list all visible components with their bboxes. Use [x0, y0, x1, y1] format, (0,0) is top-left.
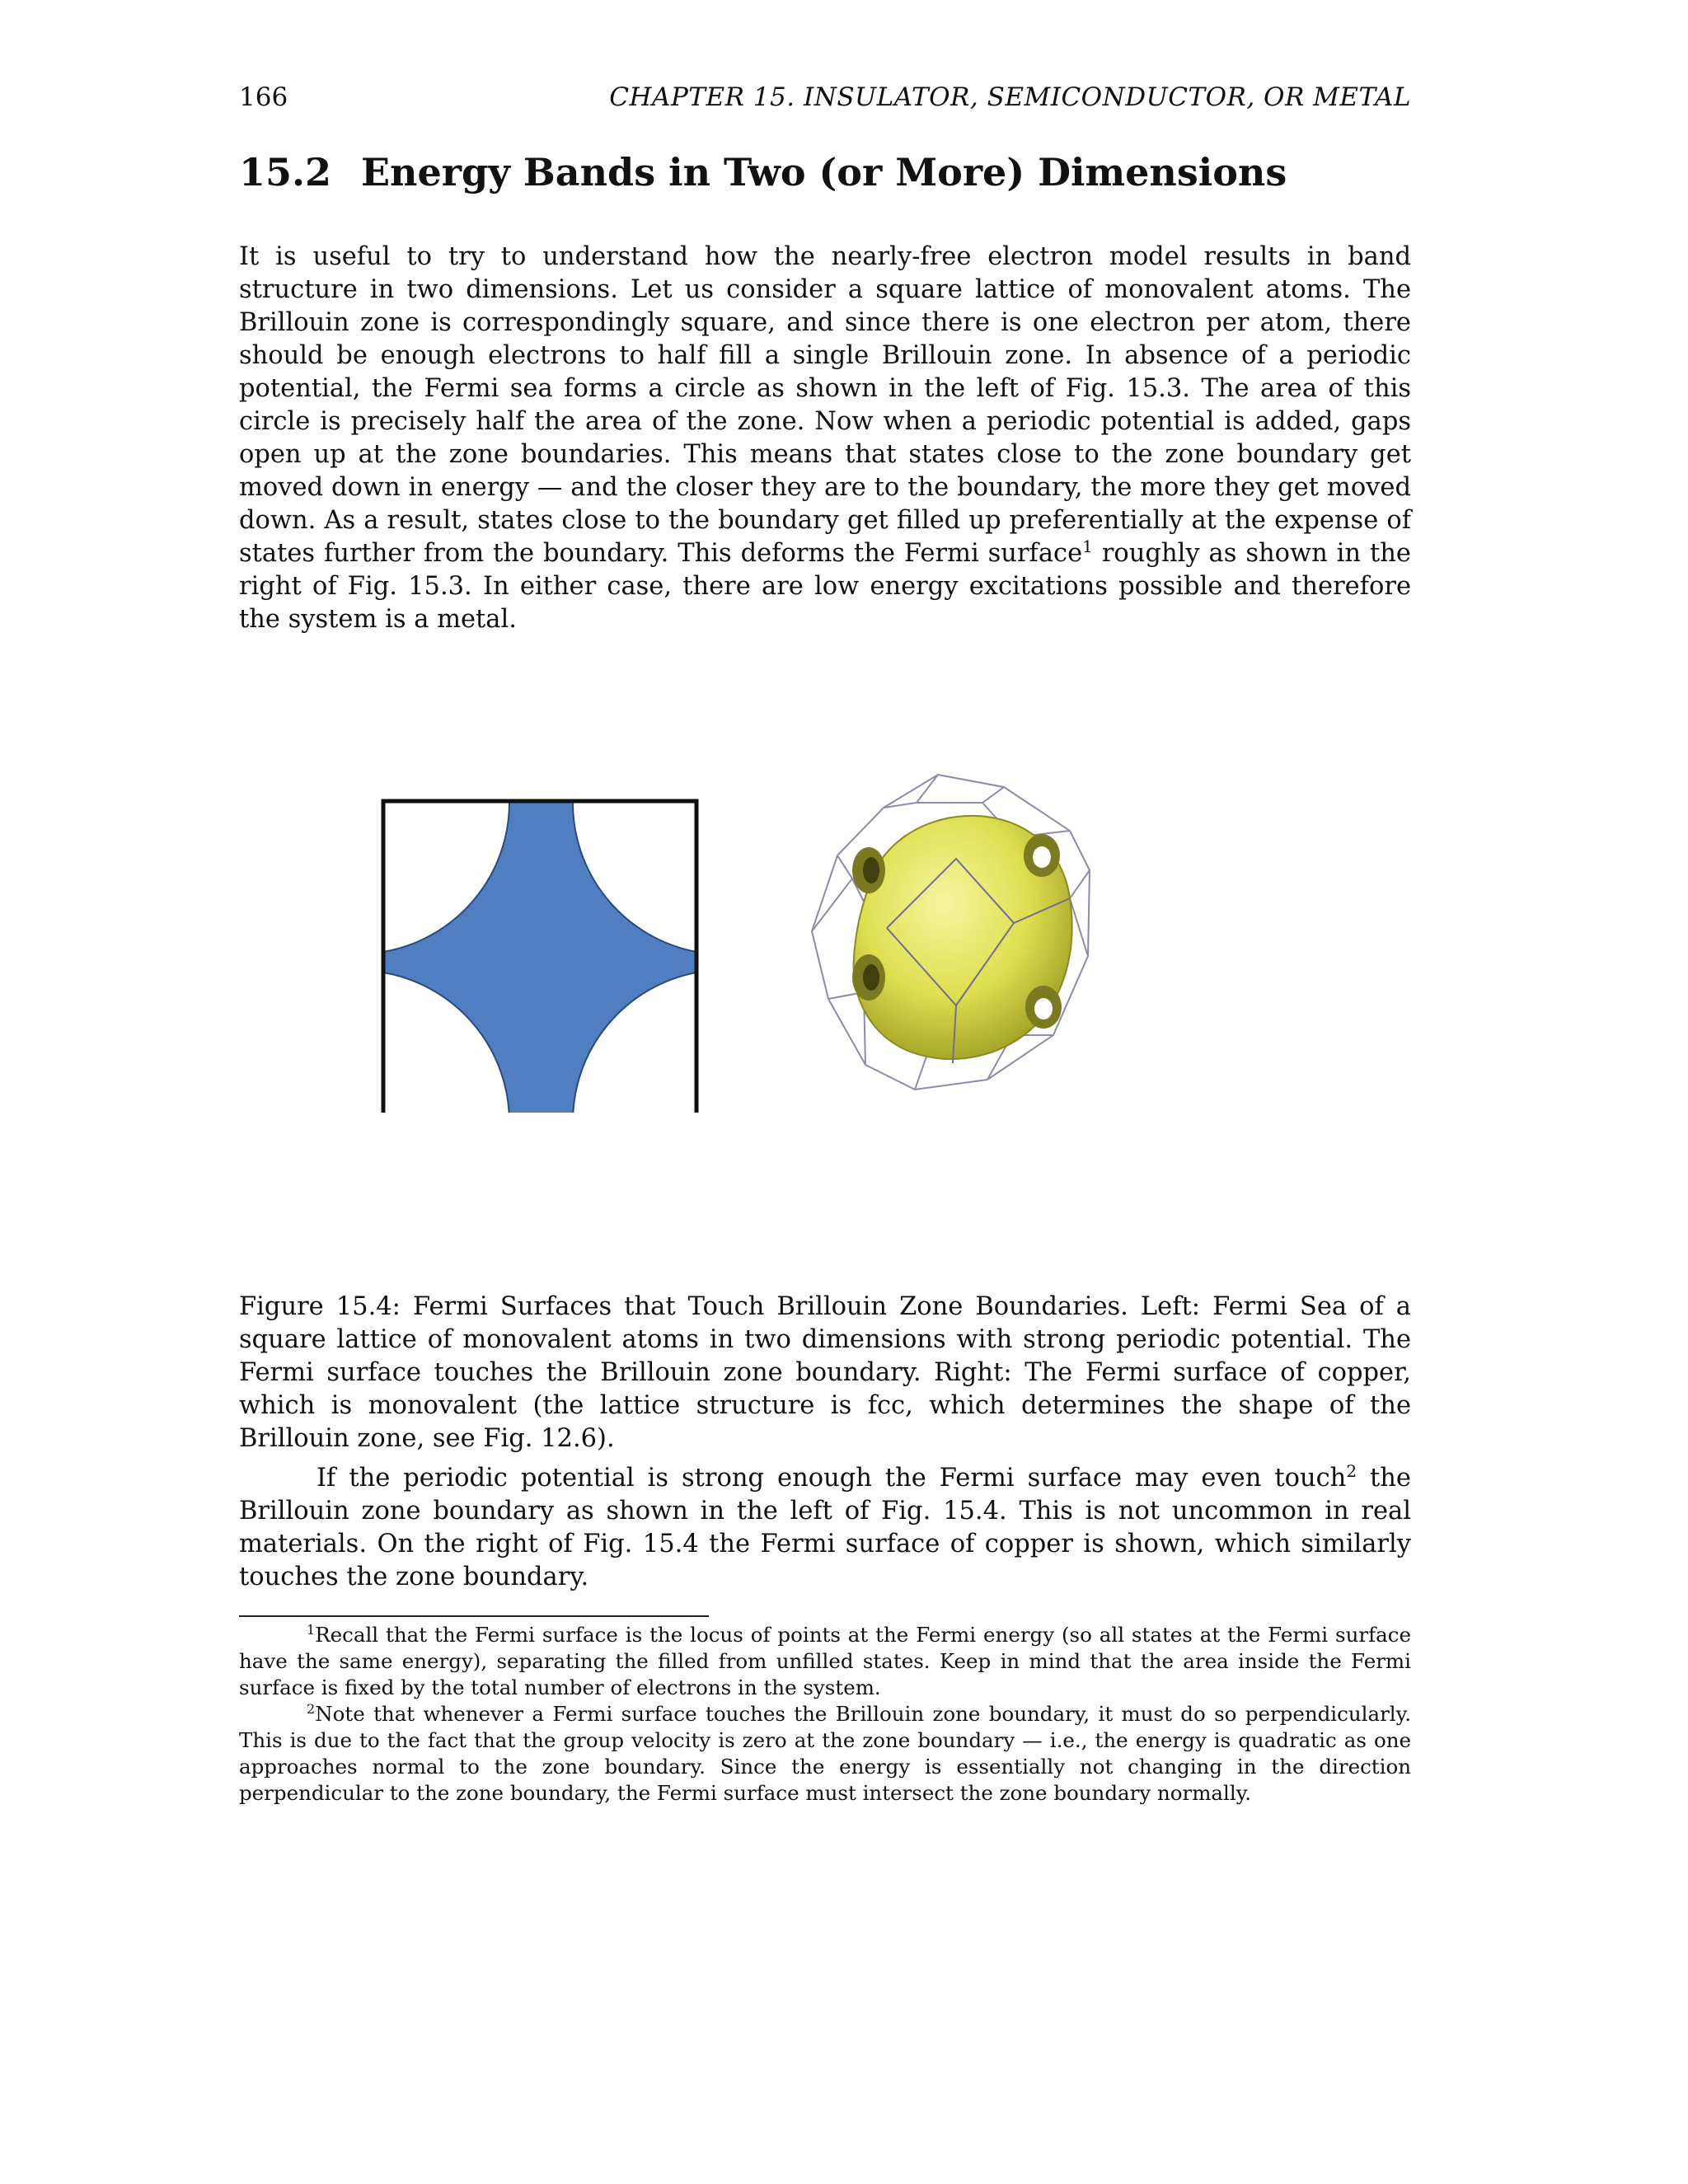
- section-heading: [239, 150, 1287, 194]
- running-header: CHAPTER 15. INSULATOR, SEMICONDUCTOR, OR METAL: [609, 82, 1411, 112]
- footnote-2-mark: 2: [307, 1701, 316, 1717]
- body-paragraph-2: [239, 1462, 1411, 1594]
- section-title: Energy Bands in Two (or More) Dimensions: [361, 150, 1287, 194]
- paragraph-2-text-b: the Brillouin zone boundary as shown in the left of Fig. 15.4. This is not uncommon in real materials. On the right of Fig. 15.4 the Fermi surface of copper is shown, which similarly touches the zone boundary.: [239, 1464, 1411, 1591]
- footnote-2-text: Note that whenever a Fermi surface touches the Brillouin zone boundary, it must do so perpendicularly. This is due to the fact that the group velocity is zero at the zone boundary — i.e., the energy is quadratic as one approaches normal to the zone boundary. Since the energy is essentially not changing in the direction perpendicular to the zone boundary, the Fermi surface must intersect the zone boundary normally.: [239, 1702, 1411, 1805]
- figure-15-4: [363, 766, 1187, 1129]
- section-number: 15.2: [239, 150, 332, 194]
- copper-fermi-surface: [791, 766, 1170, 1129]
- footnote-2: [239, 1701, 1411, 1807]
- fermi-surface-body: [852, 816, 1072, 1063]
- paragraph-1-text-b: roughly as shown in the right of Fig. 15.3. In either case, there are low energy excitations possible and therefore the system is a metal.: [239, 539, 1411, 634]
- footnote-rule: [239, 1615, 709, 1617]
- footnote-1-text: Recall that the Fermi surface is the locus of points at the Fermi energy (so all states at the Fermi surface have the same energy), separating the filled from unfilled states. Keep in mind that the area inside the Fermi surface is fixed by the total number of electrons in the system.: [239, 1623, 1411, 1699]
- footnote-1: [239, 1622, 1411, 1701]
- footnote-1-mark: 1: [307, 1622, 316, 1638]
- body-paragraph-1: [239, 241, 1411, 636]
- page-number: 166: [239, 82, 288, 112]
- footnote-ref-2[interactable]: 2: [1346, 1461, 1357, 1481]
- paragraph-1-text-a: It is useful to try to understand how the nearly-free electron model results in band structure in two dimensions. Let us consider a square lattice of monovalent atoms. The Brillouin zone is correspondingly square, and since there is one electron per atom, there should be enough electrons to half fill a single Brillouin zone. In absence of a periodic potential, the Fermi sea forms a circle as shown in the left of Fig. 15.3. The area of this circle is precisely half the area of the zone. Now when a periodic potential is added, gaps open up at the zone boundaries. This means that states close to the zone boundary get moved down in energy — and the closer they are to the boundary, the more they get moved down. As a result, states close to the boundary get filled up preferentially at the expense of states further from the boundary. This deforms the Fermi surface: [239, 242, 1411, 568]
- footnote-ref-1[interactable]: 1: [1082, 537, 1093, 556]
- footnotes: [239, 1622, 1411, 1807]
- paragraph-2-text-a: If the periodic potential is strong enough the Fermi surface may even touch: [316, 1464, 1347, 1493]
- square-lattice-fermi-sea: [371, 783, 701, 1113]
- figure-caption: Figure 15.4: Fermi Surfaces that Touch Brillouin Zone Boundaries. Left: Fermi Sea of a square lattice of monovalent atoms in two dimensions with strong periodic potential. The Fermi surface touches the Brillouin zone boundary. Right: The Fermi surface of copper, which is monovalent (the lattice structure is fcc, which determines the shape of the Brillouin zone, see Fig. 12.6).: [239, 1292, 1411, 1453]
